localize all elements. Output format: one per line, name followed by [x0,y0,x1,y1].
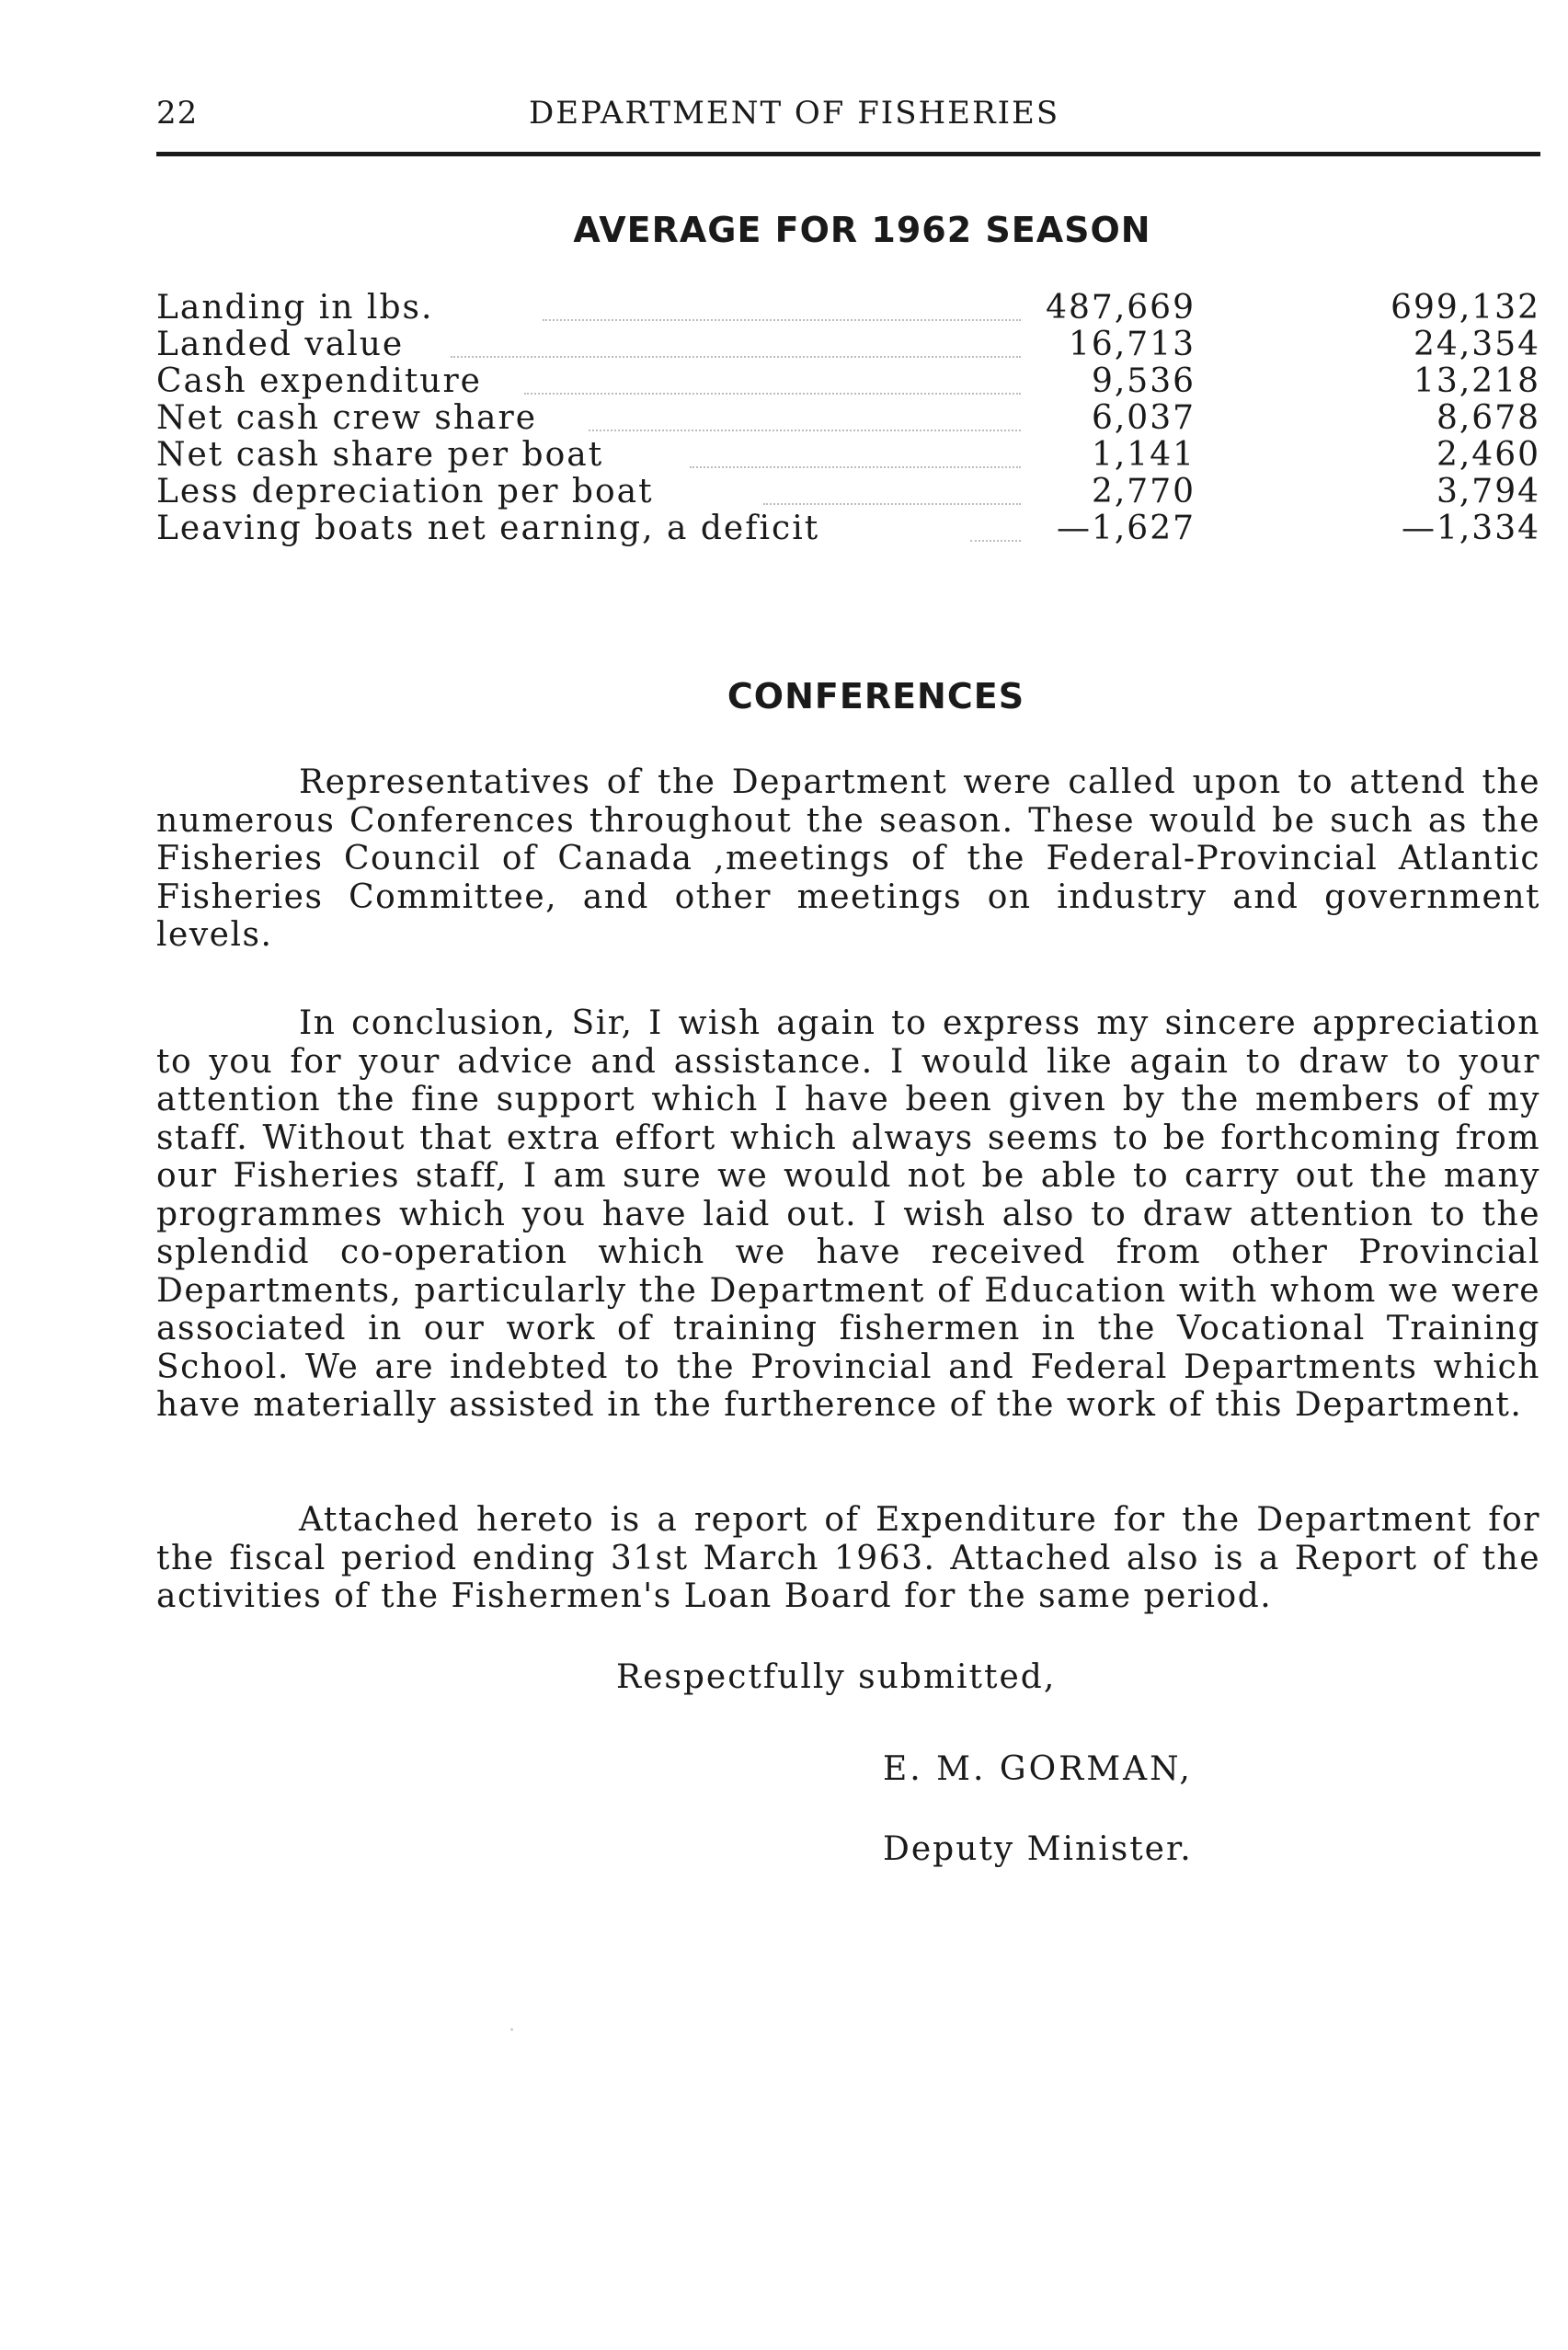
dot-leader [690,430,1021,468]
dot-leader [763,466,1021,505]
value-column-a: 487,669 [1046,289,1196,327]
row-label: Landed value [156,326,405,363]
dot-leader [543,282,1021,321]
value-column-a: 9,536 [1091,362,1196,400]
value-column-b: 3,794 [1436,473,1540,510]
document-page [156,87,1540,1868]
dot-leader [970,503,1021,542]
running-title: DEPARTMENT OF FISHERIES [529,95,1060,132]
header-rule [156,152,1540,156]
row-label: Net cash crew share [156,399,538,437]
value-column-b: —1,334 [1401,510,1540,547]
running-head [156,87,1540,143]
value-column-b: 699,132 [1391,289,1540,327]
signer-name: E. M. GORMAN, [883,1750,1193,1788]
row-label: Landing in lbs. [156,289,434,327]
table-row [156,474,1540,510]
value-column-b: 24,354 [1413,326,1540,363]
dot-leader [451,319,1021,358]
attachments-paragraph: Attached hereto is a report of Expenditure for the Department for the fiscal period ending 31st March 1963. Attached also is a Report of the activities of the Fishermen's Loan Board for the same period. [156,1501,1540,1615]
value-column-b: 2,460 [1436,436,1540,474]
conclusion-paragraph: In conclusion, Sir, I wish again to express my sincere appreciation to you for your advice and assistance. I would like again to draw to your attention the fine support which I have been given by the members of my staff. Without that extra effort which always seems to be forthcoming from our Fisheries staff, I am sure we would not be able to carry out the many programmes which you have laid out. I wish also to draw attention to the splendid co-operation which we have received from other Provincial Departments, particularly the Department of Education with whom we were associated in our work of training fishermen in the Vocational Training School. We are indebted to the Provincial and Federal Departments which have materially assisted in the furtherence of the work of this Department. [156,1004,1540,1424]
row-label: Less depreciation per boat [156,473,654,510]
conferences-paragraph: Representatives of the Department were called upon to attend the numerous Conferences throughout the season. These would be such as the Fisheries Council of Canada ,meetings of the Federal-Provincial Atlantic Fisheries Committee, and other meetings on industry and government levels. [156,763,1540,954]
conferences-heading: CONFERENCES [727,676,1025,716]
page-number: 22 [156,95,199,132]
dot-leader [524,356,1021,395]
value-column-b: 8,678 [1436,399,1540,437]
row-label: Net cash share per boat [156,436,604,474]
table-row [156,510,1540,547]
scan-speck [510,2028,513,2031]
value-column-a: —1,627 [1056,510,1196,547]
season-average-table [156,290,1540,547]
signer-title: Deputy Minister. [883,1830,1193,1868]
value-column-b: 13,218 [1413,362,1540,400]
row-label: Leaving boats net earning, a deficit [156,510,820,547]
value-column-a: 6,037 [1091,399,1196,437]
average-season-heading: AVERAGE FOR 1962 SEASON [573,210,1151,250]
value-column-a: 1,141 [1091,436,1196,474]
dot-leader [589,393,1021,431]
closing-salutation: Respectfully submitted, [616,1658,1057,1696]
value-column-a: 16,713 [1069,326,1196,363]
row-label: Cash expenditure [156,362,482,400]
value-column-a: 2,770 [1091,473,1196,510]
